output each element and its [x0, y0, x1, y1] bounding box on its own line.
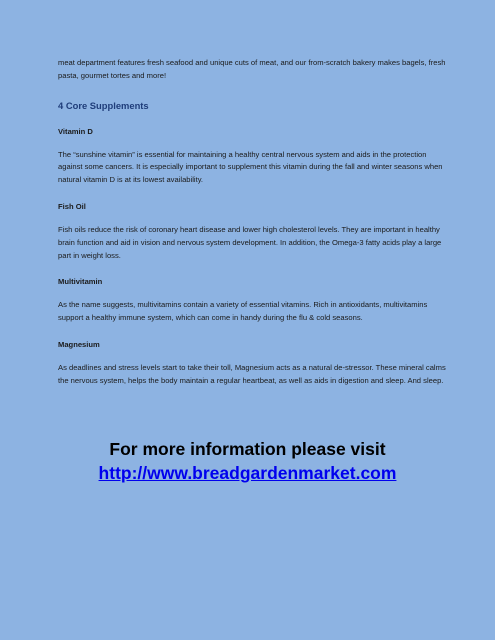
supplement-heading: Multivitamin: [58, 277, 103, 287]
supplement-vitamin-d: [58, 126, 448, 187]
website-link[interactable]: http://www.breadgardenmarket.com: [98, 463, 397, 483]
intro-paragraph: meat department features fresh seafood and unique cuts of meat, and our from-scratch bakery makes bagels, fresh pasta, gourmet tortes and more!: [58, 58, 446, 80]
supplement-text: As the name suggests, multivitamins contain a variety of essential vitamins. Rich in antioxidants, multivitamins support a healthy immune system, which can come in handy during the flu & cold seasons.: [58, 300, 428, 323]
cta-text: For more information please visit: [109, 439, 386, 459]
call-to-action: [0, 437, 495, 485]
supplement-magnesium: [58, 339, 448, 388]
supplement-heading: Fish Oil: [58, 201, 86, 211]
supplement-multivitamin: [58, 276, 448, 325]
supplement-heading: Magnesium: [58, 339, 100, 349]
document-body: [58, 57, 448, 402]
supplement-text: The “sunshine vitamin” is essential for maintaining a healthy central nervous system and aids in the protection against some cancers. It is especially important to supplement this vitamin during the fall and winter seasons when natural vitamin D is at its lowest availability.: [58, 149, 443, 185]
supplement-heading: Vitamin D: [58, 126, 93, 136]
supplement-fish-oil: [58, 201, 448, 262]
supplement-text: Fish oils reduce the risk of coronary heart disease and lower high cholesterol levels. They are important in healthy brain function and aid in vision and nervous system development. In addition, the Omega-3 fatty acids play a large part in weight loss.: [58, 224, 442, 260]
section-title: 4 Core Supplements: [58, 99, 149, 111]
supplement-text: As deadlines and stress levels start to take their toll, Magnesium acts as a natural de-stressor. These mineral calms the nervous system, helps the body maintain a regular heartbeat, as well as aids in digestion and sleep. And sleep.: [58, 362, 446, 385]
